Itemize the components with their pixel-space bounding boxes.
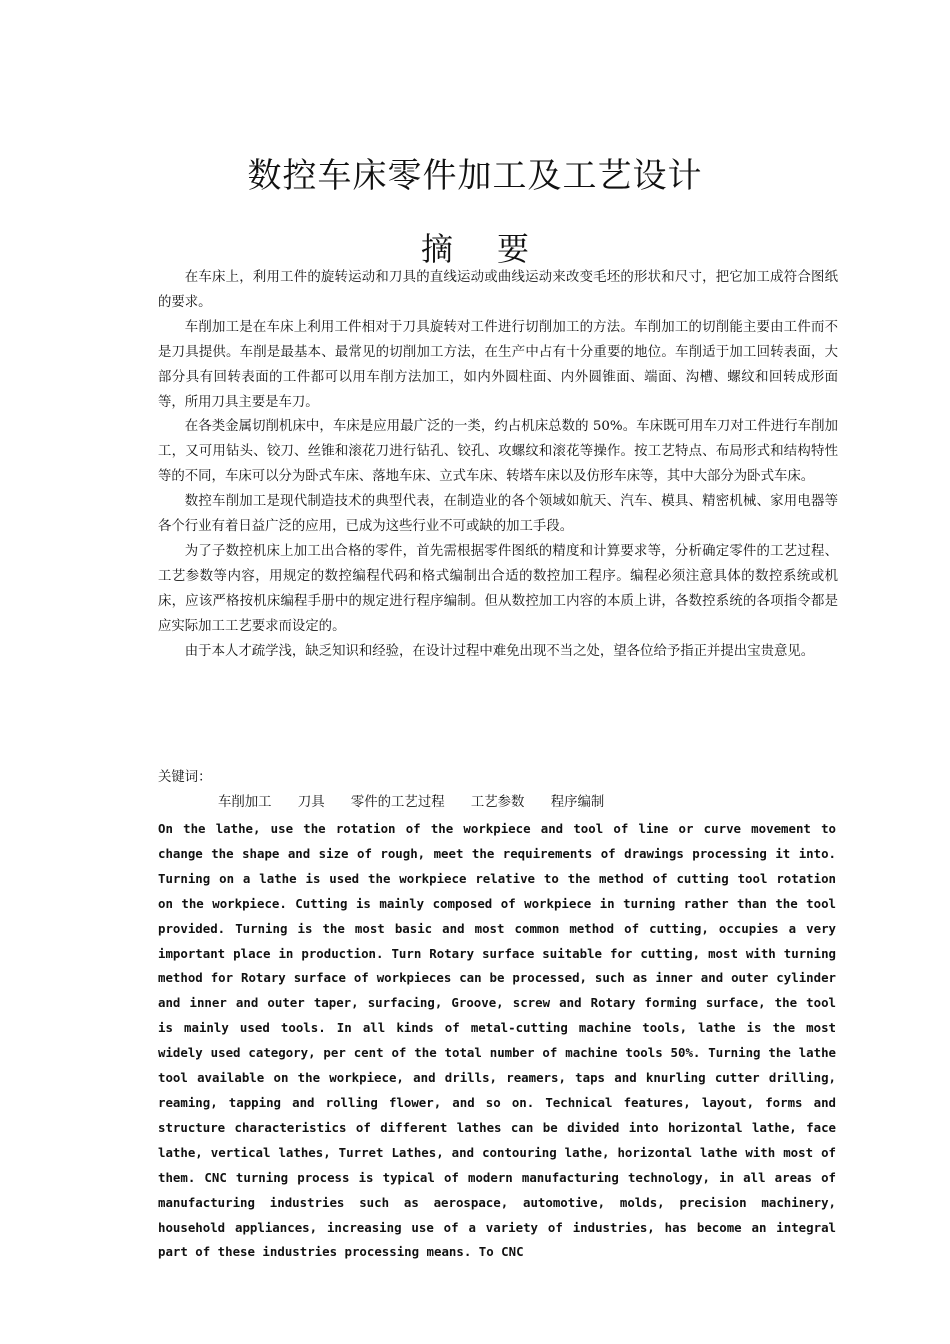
abstract-heading bbox=[0, 224, 950, 270]
abstract-paragraph-3: 在各类金属切削机床中，车床是应用最广泛的一类，约占机床总数的 50%。车床既可用车刀对工件进行车削加工，又可用钻头、铰刀、丝锥和滚花刀进行钻孔、铰孔、攻螺纹和滚花等操作。按工艺特点、布局形式和结构特性等的不同，车床可以分为卧式车床、落地车床、立式车床、转塔车床以及仿形车床等，其中大部分为卧式车床。 bbox=[158, 419, 838, 485]
document-title: 数控车床零件加工及工艺设计 bbox=[247, 156, 703, 196]
abstract-paragraph-4: 数控车削加工是现代制造技术的典型代表，在制造业的各个领域如航天、汽车、模具、精密机械、家用电器等各个行业有着日益广泛的应用，已成为这些行业不可或缺的加工手段。 bbox=[158, 494, 838, 535]
keywords-label: 关键词： bbox=[158, 770, 212, 785]
keyword-item: 车削加工 bbox=[218, 795, 272, 810]
keyword-item: 程序编制 bbox=[550, 795, 605, 810]
keyword-item: 零件的工艺过程 bbox=[350, 795, 445, 810]
keyword-item: 工艺参数 bbox=[470, 795, 525, 810]
abstract-paragraph-5: 为了子数控机床上加工出合格的零件，首先需根据零件图纸的精度和计算要求等，分析确定零件的工艺过程、工艺参数等内容，用规定的数控编程代码和格式编制出合适的数控加工程序。编程必须注意具体的数控系统或机床，应该严格按机床编程手册中的规定进行程序编制。但从数控加工内容的本质上讲，各数控系统的各项指令都是应实际加工工艺要求而设定的。 bbox=[158, 543, 838, 634]
chinese-abstract bbox=[158, 266, 838, 665]
abstract-heading-char-1: 摘 bbox=[420, 230, 453, 268]
abstract-paragraph-2: 车削加工是在车床上利用工件相对于刀具旋转对工件进行切削加工的方法。车削加工的切削能主要由工件而不是刀具提供。车削是最基本、最常见的切削加工方法，在生产中占有十分重要的地位。车削适于加工回转表面，大部分具有回转表面的工件都可以用车削方法加工，如内外圆柱面、内外圆锥面、端面、沟槽、螺纹和回转成形面等，所用刀具主要是车刀。 bbox=[158, 319, 838, 410]
abstract-paragraph-1: 在车床上，利用工件的旋转运动和刀具的直线运动或曲线运动来改变毛坯的形状和尺寸，把它加工成符合图纸的要求。 bbox=[158, 270, 838, 310]
keywords-list bbox=[218, 791, 626, 816]
keyword-item: 刀具 bbox=[297, 795, 325, 810]
abstract-heading-char-2: 要 bbox=[497, 230, 530, 268]
abstract-paragraph-6: 由于本人才疏学浅，缺乏知识和经验，在设计过程中难免出现不当之处，望各位给予指正并提出宝贵意见。 bbox=[184, 643, 815, 659]
english-abstract: On the lathe, use the rotation of the workpiece and tool of line or curve movement to change the shape and size of rough, meet the requirements of drawings processing it into. Turning on a lathe is used the workpiece relative to the method of cutting tool rotation on the workpiece. Cutting is mainly composed of workpiece in turning rather than the tool provided. Turning is the most basic and most common method of cutting, occupies a very important place in production. Turn Rotary surface suitable for cutting, most with turning method for Rotary surface of workpieces can be processed, such as inner and outer cylinder and inner and outer taper, surfacing, Groove, screw and Rotary forming surface, the tool is mainly used tools. In all kinds of metal-cutting machine tools, lathe is the most widely used category, per cent of the total number of machine tools 50%. Turning the lathe tool available on the workpiece, and drills, reamers, taps and knurling cutter drilling, reaming, tapping and rolling flower, and so on. Technical features, layout, forms and structure characteristics of different lathes can be divided into horizontal lathe, face lathe, vertical lathes, Turret Lathes, and contouring lathe, horizontal lathe with most of them. CNC turning process is typical of modern manufacturing technology, in all areas of manufacturing industries such as aerospace, automotive, molds, precision machinery, household appliances, increasing use of a variety of industries, has become an integral part of these industries processing means. To CNC bbox=[158, 821, 836, 1260]
